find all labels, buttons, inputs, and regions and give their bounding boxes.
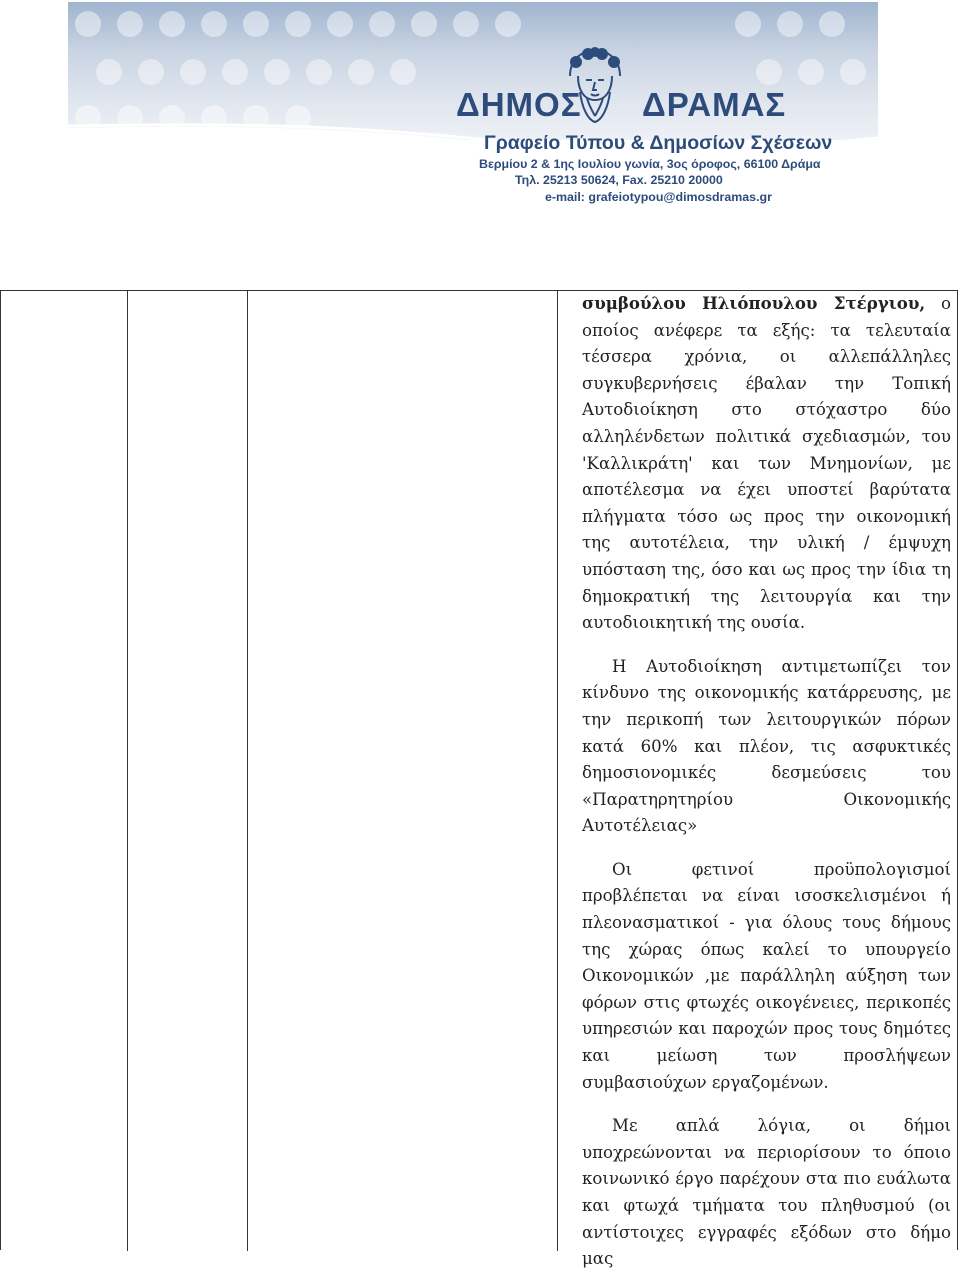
letterhead-title-left: ΔΗΜΟΣ bbox=[456, 86, 582, 123]
document-text-column bbox=[582, 290, 951, 1273]
letterhead-address: Βερμίου 2 & 1ης Ιουλίου γωνία, 3ος όροφος, 66100 Δράμα bbox=[479, 157, 821, 171]
paragraph-1 bbox=[582, 290, 951, 637]
letterhead-title-right: ΔΡΑΜΑΣ bbox=[642, 86, 787, 123]
paragraph-4: Με απλά λόγια, οι δήμοι υποχρεώνονται να περιορίσουν το όποιο κοινωνικό έργο παρέχουν στα πιο ευάλωτα και φτωχά τμήματα του πληθυσμού (οι αντίστοιχες εγγραφές εξόδων στο δήμο μας bbox=[582, 1116, 951, 1269]
table-column-divider bbox=[127, 291, 128, 1251]
letterhead-office: Γραφείο Τύπου & Δημοσίων Σχέσεων bbox=[484, 132, 833, 154]
paragraph-2: Η Αυτοδιοίκηση αντιμετωπίζει τον κίνδυνο της οικονομικής κατάρρευσης, με την περικοπή των λειτουργικών πόρων κατά 60% και πλέον, τις ασφυκτικές δημοσιονομικές δεσμεύσεις του «Παρατηρητηρίου Οικονομικής Αυτοτέλειας» bbox=[582, 656, 951, 836]
letterhead-phone-fax: Τηλ. 25213 50624, Fax. 25210 20000 bbox=[515, 173, 723, 187]
letterhead-email: e-mail: grafeiotypou@dimosdramas.gr bbox=[545, 190, 772, 204]
paragraph-1-text: ο οποίος ανέφερε τα εξής: τα τελευταία τέσσερα χρόνια, οι αλλεπάλληλες συγκυβερνήσεις έβαλαν την Τοπική Αυτοδιοίκηση στο στόχαστρο δύο αλληλένδετων πολιτικά σχεδιασμών, του 'Καλλικράτη' και των Μνημονίων, με αποτέλεσμα να έχει υποστεί βαρύτατα πλήγματα τόσο ως προς την οικονομική της αυτοτέλεια, την υλική / έμψυχη υπόσταση της, όσο και ως προς την ίδια τη δημοκρατική της λειτουργία και την αυτοδιοικητική της ουσία. bbox=[582, 294, 952, 633]
letterhead bbox=[68, 2, 878, 212]
paragraph-1-lead: συμβούλου Ηλιόπουλου Στέργιου, bbox=[582, 293, 926, 313]
table-column-divider bbox=[557, 291, 558, 1251]
paragraph-3: Οι φετινοί προϋπολογισμοί προβλέπεται να είναι ισοσκελισμένοι ή πλεονασματικοί - για όλους τους δήμους της χώρας όπως καλεί το υπουργείο Οικονομικών ,με παράλληλη αύξηση των φόρων στις φτωχές οικογένειες, περικοπές υπηρεσιών και παροχών προς τους δημότες και μείωση των προσλήψεων συμβασιούχων εργαζομένων. bbox=[582, 859, 951, 1092]
table-column-divider bbox=[247, 291, 248, 1251]
